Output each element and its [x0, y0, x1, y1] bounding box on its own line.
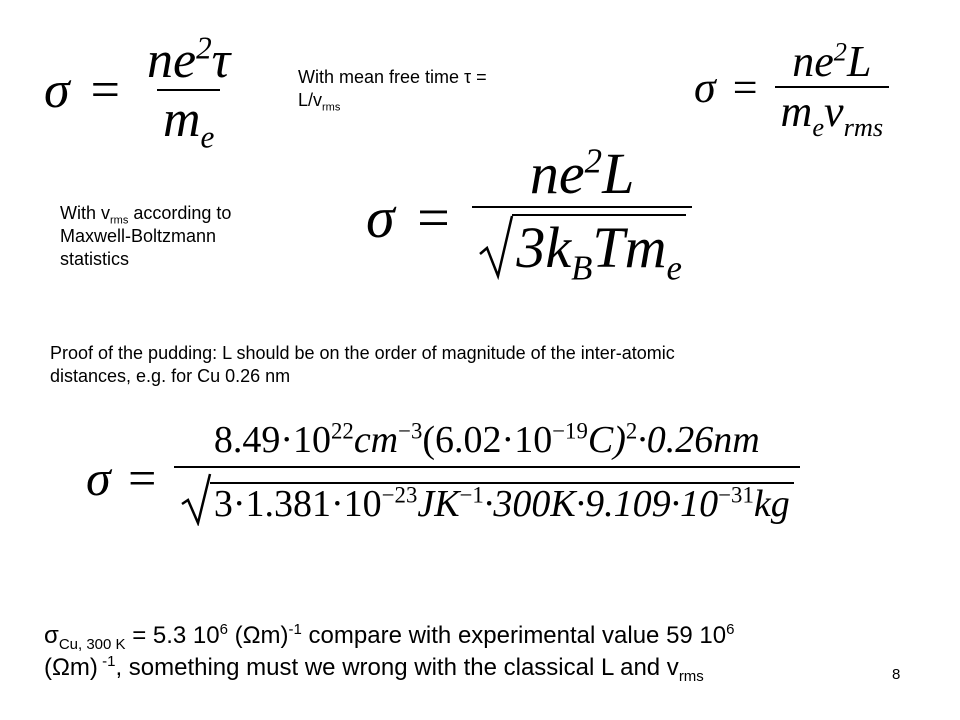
mass-m: m: [624, 214, 667, 280]
exp-6: 6: [219, 621, 228, 638]
sub-e: e: [812, 112, 825, 143]
page-number: 8: [892, 666, 901, 683]
exp-minus-1: −1: [459, 482, 484, 508]
denominator: [775, 86, 890, 143]
numerator: [208, 420, 766, 466]
equals-sign: =: [128, 449, 157, 506]
temperature-T: T: [592, 214, 625, 280]
term-3k: 3k: [516, 214, 572, 280]
result-summary: [44, 620, 924, 684]
numerator: [524, 142, 640, 206]
velocity-v: v: [824, 87, 844, 137]
num-coefficient: 8.49·10: [213, 419, 332, 461]
exp-minus-19: −19: [552, 418, 588, 444]
summary-text: compare with experimental value 59 10: [301, 622, 727, 649]
radical-sign-icon: [180, 472, 212, 526]
equation-conductivity-tau: [44, 30, 236, 155]
radicand: [210, 482, 794, 526]
exp-minus-31: −31: [718, 482, 754, 508]
denominator: [174, 466, 800, 536]
equals-sign: =: [90, 61, 120, 119]
note-line: statistics: [60, 249, 130, 269]
unit-cm: cm: [353, 419, 399, 461]
sigma-symbol: σ: [694, 62, 716, 112]
sub-rms: rms: [678, 667, 704, 685]
unit-kg: kg: [753, 483, 790, 525]
sub-e: e: [200, 119, 215, 155]
exp-2: 2: [833, 36, 847, 67]
fraction: [141, 30, 236, 155]
exp-minus-1: -1: [97, 653, 116, 670]
sub-e: e: [666, 248, 682, 288]
summary-text: (Ωm): [227, 622, 289, 649]
num-ne: ne: [529, 141, 585, 206]
unit-coulomb: C): [587, 419, 626, 461]
sub-rms: rms: [110, 214, 129, 227]
den-coefficient: 3·1.381·10: [213, 483, 382, 525]
exp-22: 22: [331, 418, 354, 444]
mean-free-path-L: L: [846, 37, 872, 86]
radical-sign-icon: [478, 214, 514, 280]
num-ne: ne: [146, 32, 197, 89]
radicand: [512, 214, 686, 288]
square-root: [478, 212, 686, 288]
note-text: With v: [60, 203, 111, 223]
temperature-mass: ·300K·9.109·10: [483, 483, 719, 525]
proof-line: distances, e.g. for Cu 0.26 nm: [50, 366, 291, 386]
exp-minus-3: −3: [398, 418, 423, 444]
note-line: [298, 89, 487, 112]
tau-symbol: τ: [211, 32, 231, 89]
exp-minus-1: -1: [288, 621, 302, 638]
numerator: [786, 38, 877, 86]
path-length: ·0.26nm: [637, 419, 760, 461]
fraction: [775, 36, 890, 143]
exp-2: 2: [196, 30, 212, 66]
mean-free-path-L: L: [602, 141, 635, 206]
mass-m: m: [162, 91, 201, 149]
fraction: [472, 142, 692, 292]
proof-text: [50, 342, 675, 388]
sigma-symbol: σ: [86, 449, 111, 506]
exp-2: 2: [625, 418, 638, 444]
sigma-symbol: σ: [44, 622, 59, 649]
exp-minus-23: −23: [381, 482, 418, 508]
equals-sign: =: [417, 184, 450, 250]
summary-line: [44, 620, 924, 652]
equation-conductivity-L: [694, 36, 889, 143]
summary-text: = 5.3 10: [125, 622, 220, 649]
equals-sign: =: [732, 62, 758, 112]
note-text: L/v: [298, 90, 323, 110]
proof-line: Proof of the pudding: L should be on the order of magnitude of the inter-atomic: [50, 343, 675, 363]
sigma-symbol: σ: [366, 184, 395, 250]
sigma-symbol: σ: [44, 61, 70, 119]
numerator: [141, 32, 236, 89]
equation-conductivity-sqrt: [366, 142, 692, 292]
denominator: [472, 206, 692, 293]
mass-m: m: [780, 87, 813, 137]
note-mean-free-time: [298, 66, 487, 112]
summary-text: (Ωm): [44, 654, 98, 681]
summary-line: [44, 652, 924, 684]
note-maxwell-boltzmann: [60, 202, 231, 271]
note-line: Maxwell-Boltzmann: [60, 226, 217, 246]
charge-coefficient: (6.02·10: [422, 419, 553, 461]
sub-cu-300k: Cu, 300 K: [58, 635, 126, 653]
sub-rms: rms: [322, 101, 341, 114]
square-root: [180, 472, 794, 526]
equation-numeric-evaluation: [86, 420, 800, 536]
exp-2: 2: [584, 141, 603, 181]
note-text: according to: [128, 203, 232, 223]
denominator: [157, 89, 220, 155]
unit-JK: JK: [417, 483, 460, 525]
summary-text: , something must we wrong with the classical L and v: [115, 654, 679, 681]
sub-B: B: [571, 248, 593, 288]
num-ne: ne: [792, 37, 834, 86]
note-line: With mean free time τ =: [298, 67, 487, 87]
exp-6: 6: [726, 621, 735, 638]
sub-rms: rms: [843, 112, 884, 143]
note-line: [60, 202, 231, 225]
fraction: [174, 420, 800, 536]
